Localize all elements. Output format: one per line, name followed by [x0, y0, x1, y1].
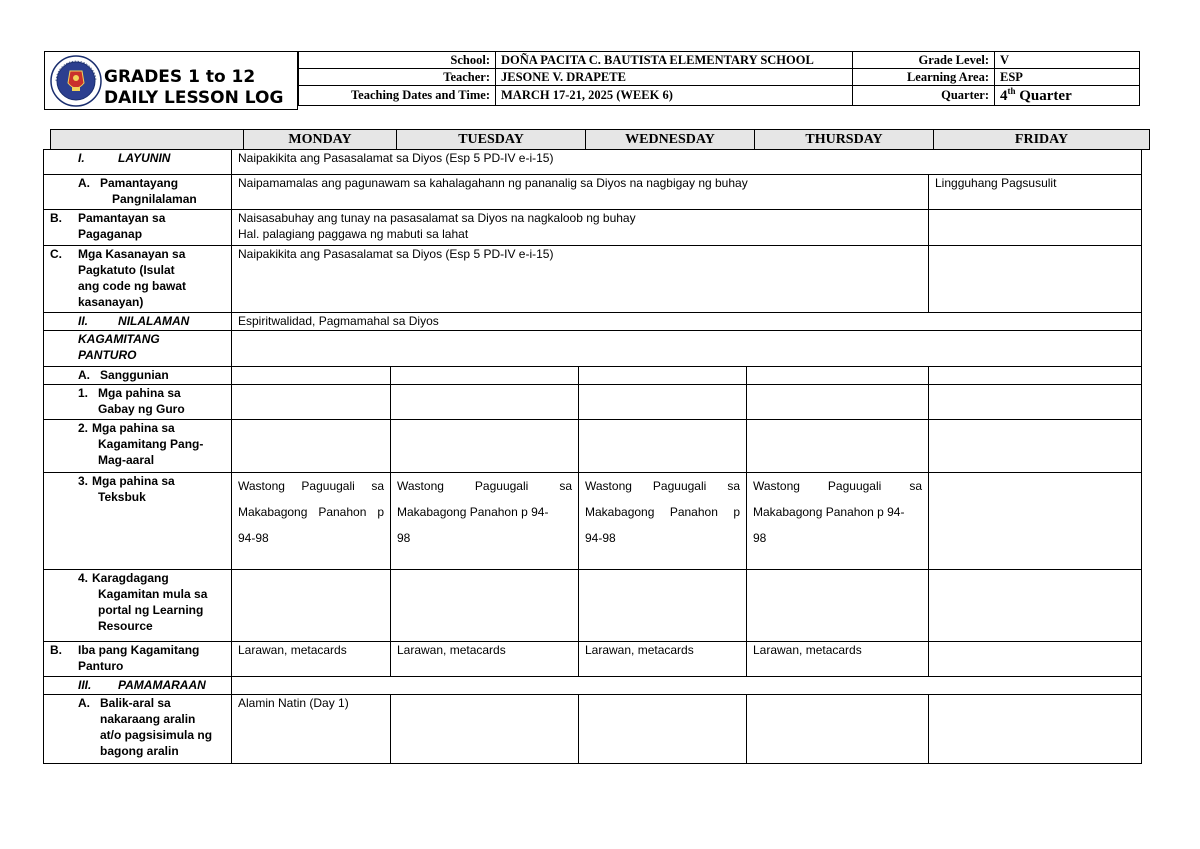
table-row	[44, 473, 1142, 570]
balik-aral-wed	[579, 695, 747, 764]
kagamitang-pang-mon	[232, 420, 391, 473]
table-row	[44, 210, 1142, 246]
table-row	[44, 175, 1142, 210]
teksbuk-wed: Wastong Paguugali sa Makabagong Panahon p 94-98	[579, 473, 747, 570]
teksbuk-thu: Wastong Paguugali sa Makabagong Panahon p 94- 98	[747, 473, 929, 570]
kagamitang-pang-wed	[579, 420, 747, 473]
teksbuk-fri	[929, 473, 1142, 570]
karagdagang-wed	[579, 570, 747, 642]
table-row	[44, 331, 1142, 367]
table-row	[44, 313, 1142, 331]
dates-value: MARCH 17-21, 2025 (WEEK 6)	[496, 86, 853, 106]
pagaganap-label: B. Pamantayan sa Pagaganap	[44, 210, 232, 246]
gabay-thu	[747, 385, 929, 420]
nilalaman-label: II. NILALAMAN	[44, 313, 232, 331]
pamantayang-friday: Lingguhang Pagsusulit	[929, 175, 1142, 210]
area-value: ESP	[995, 69, 1140, 86]
table-row	[44, 642, 1142, 677]
table-row	[44, 695, 1142, 764]
balik-aral-fri	[929, 695, 1142, 764]
iba-pang-label: B. Iba pang Kagamitang Panturo	[44, 642, 232, 677]
teacher-value: JESONE V. DRAPETE	[496, 69, 853, 86]
iba-pang-wed: Larawan, metacards	[579, 642, 747, 677]
sanggunian-fri	[929, 367, 1142, 385]
quarter-label: Quarter:	[853, 86, 995, 106]
table-row	[44, 570, 1142, 642]
nilalaman-text: Espiritwalidad, Pagmamahal sa Diyos	[232, 313, 1142, 331]
table-row	[44, 385, 1142, 420]
day-monday: MONDAY	[244, 130, 397, 150]
day-thursday: THURSDAY	[755, 130, 934, 150]
title-line-1: GRADES 1 to 12	[104, 67, 256, 87]
grade-label: Grade Level:	[853, 52, 995, 69]
balik-aral-tue	[391, 695, 579, 764]
gabay-mon	[232, 385, 391, 420]
kasanayan-text: Naipakikita ang Pasasalamat sa Diyos (Esp 5 PD-IV e-i-15)	[232, 246, 929, 313]
table-row	[44, 677, 1142, 695]
pamantayang-label: A. Pamantayang Pangnilalaman	[44, 175, 232, 210]
kagamitan-cell	[232, 331, 1142, 367]
header-info-table	[298, 51, 1140, 106]
school-value: DOÑA PACITA C. BAUTISTA ELEMENTARY SCHOOL	[496, 52, 853, 69]
title-line-2: DAILY LESSON LOG	[104, 88, 284, 108]
day-wednesday: WEDNESDAY	[586, 130, 755, 150]
teacher-label: Teacher:	[299, 69, 496, 86]
lesson-log-table	[43, 149, 1142, 764]
pamamaraan-label: III. PAMAMARAAN	[44, 677, 232, 695]
karagdagang-fri	[929, 570, 1142, 642]
sanggunian-wed	[579, 367, 747, 385]
table-row	[44, 246, 1142, 313]
iba-pang-thu: Larawan, metacards	[747, 642, 929, 677]
gabay-label: 1. Mga pahina sa Gabay ng Guro	[44, 385, 232, 420]
grade-value: V	[995, 52, 1140, 69]
balik-aral-label: A. Balik-aral sa nakaraang aralin at/o pagsisimula ng bagong aralin	[44, 695, 232, 764]
gabay-fri	[929, 385, 1142, 420]
balik-aral-thu	[747, 695, 929, 764]
day-tuesday: TUESDAY	[397, 130, 586, 150]
kagamitang-pang-tue	[391, 420, 579, 473]
kasanayan-friday	[929, 246, 1142, 313]
day-friday: FRIDAY	[934, 130, 1150, 150]
sanggunian-label: A. Sanggunian	[44, 367, 232, 385]
balik-aral-mon: Alamin Natin (Day 1)	[232, 695, 391, 764]
karagdagang-label: 4. Karagdagang Kagamitan mula sa portal ng Learning Resource	[44, 570, 232, 642]
school-label: School:	[299, 52, 496, 69]
pamantayang-text: Naipamamalas ang pagunawam sa kahalagahann ng pananalig sa Diyos na nagbigay ng buhay	[232, 175, 929, 210]
day-header-row	[50, 129, 1150, 150]
kagamitang-pang-fri	[929, 420, 1142, 473]
layunin-label: I. LAYUNIN	[44, 150, 232, 175]
dates-label: Teaching Dates and Time:	[299, 86, 496, 106]
gabay-tue	[391, 385, 579, 420]
layunin-text: Naipakikita ang Pasasalamat sa Diyos (Esp 5 PD-IV e-i-15)	[232, 150, 1142, 175]
gabay-wed	[579, 385, 747, 420]
sanggunian-mon	[232, 367, 391, 385]
sanggunian-tue	[391, 367, 579, 385]
kasanayan-label: C. Mga Kasanayan sa Pagkatuto (Isulat ang code ng bawat kasanayan)	[44, 246, 232, 313]
kagamitang-pang-label: 2. Mga pahina sa Kagamitang Pang- Mag-aaral	[44, 420, 232, 473]
iba-pang-mon: Larawan, metacards	[232, 642, 391, 677]
day-header-blank	[51, 130, 244, 150]
table-row	[44, 367, 1142, 385]
teksbuk-label: 3. Mga pahina sa Teksbuk	[44, 473, 232, 570]
table-row	[44, 150, 1142, 175]
teksbuk-mon: Wastong Paguugali sa Makabagong Panahon p 94-98	[232, 473, 391, 570]
pamamaraan-cell	[232, 677, 1142, 695]
page-title	[104, 67, 283, 109]
area-label: Learning Area:	[853, 69, 995, 86]
karagdagang-thu	[747, 570, 929, 642]
iba-pang-tue: Larawan, metacards	[391, 642, 579, 677]
deped-seal-icon	[50, 53, 102, 109]
kagamitang-pang-thu	[747, 420, 929, 473]
sanggunian-thu	[747, 367, 929, 385]
pagaganap-text: Naisasabuhay ang tunay na pasasalamat sa Diyos na nagkaloob ng buhay Hal. palagiang paggawa ng mabuti sa lahat	[232, 210, 929, 246]
iba-pang-fri	[929, 642, 1142, 677]
pagaganap-friday	[929, 210, 1142, 246]
quarter-value: 4th Quarter	[995, 86, 1140, 106]
kagamitan-label: KAGAMITANG PANTURO	[44, 331, 232, 367]
table-row	[44, 420, 1142, 473]
teksbuk-tue: Wastong Paguugali sa Makabagong Panahon p 94- 98	[391, 473, 579, 570]
karagdagang-tue	[391, 570, 579, 642]
karagdagang-mon	[232, 570, 391, 642]
